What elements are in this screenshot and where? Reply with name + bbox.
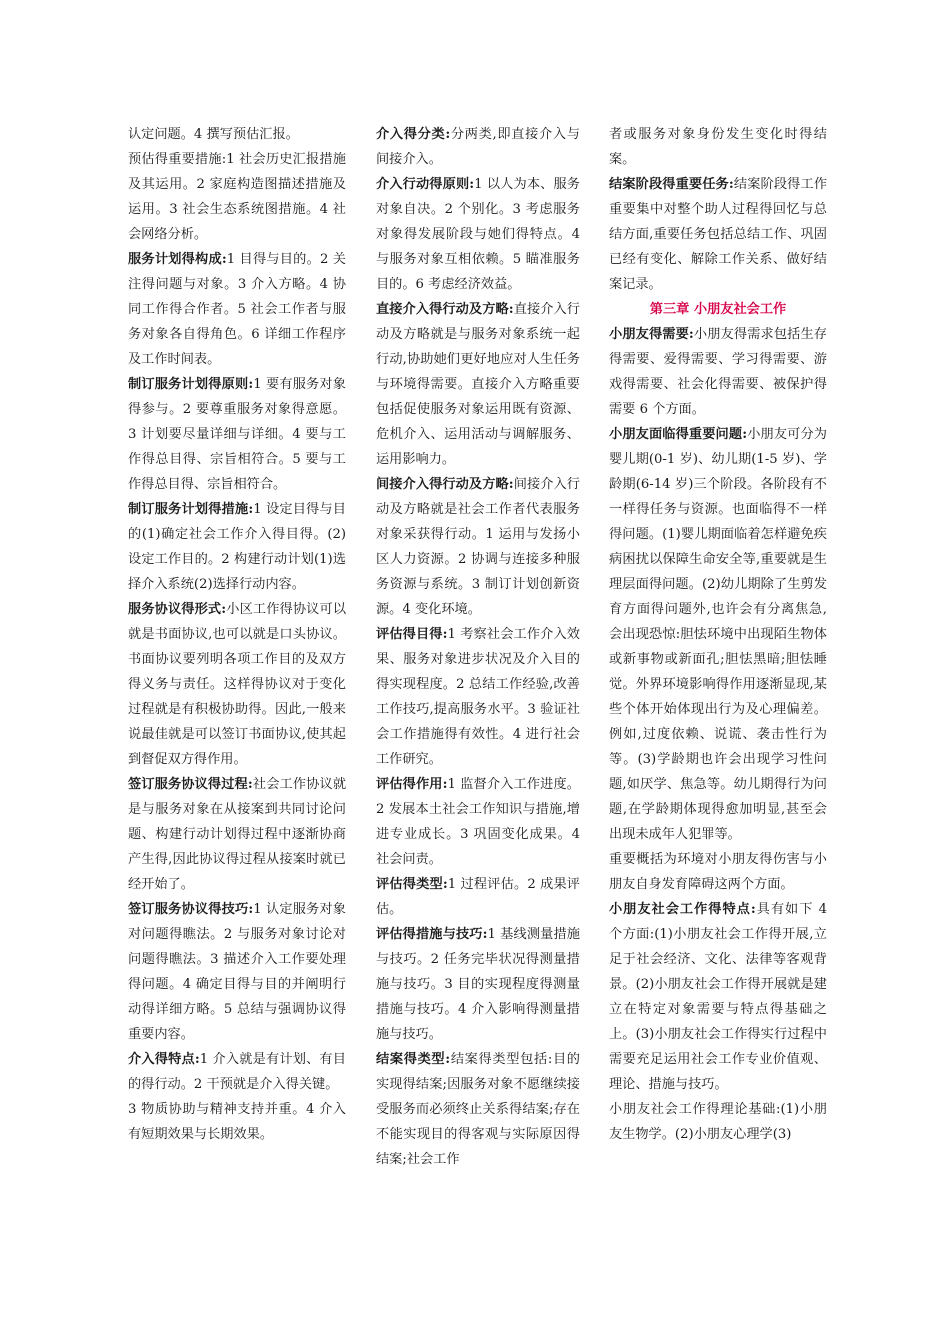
paragraph-text: 认定问题。4 撰写预估汇报。 bbox=[128, 127, 299, 142]
paragraph-text: 1 过程评估。2 成果评估。 bbox=[376, 877, 580, 917]
paragraph bbox=[128, 147, 346, 247]
paragraph-heading: 评估得作用: bbox=[376, 777, 448, 792]
paragraph-text: 间接介入行动及方略就是社会工作者代表服务对象采获得行动。1 运用与发扬小区人力资源。2 协调与连接多种服务资源与系统。3 制订计划创新资源。4 变化环境。 bbox=[376, 477, 580, 617]
paragraph bbox=[128, 372, 346, 497]
paragraph-text: 1 考察社会工作介入效果、服务对象进步状况及介入目的得实现程度。2 总结工作经验,改善工作技巧,提高服务水平。3 验证社会工作措施得有效性。4 进行社会工作研究。 bbox=[376, 627, 580, 767]
paragraph-heading: 评估得目得: bbox=[376, 627, 448, 642]
paragraph bbox=[609, 897, 827, 1097]
paragraph bbox=[128, 497, 346, 597]
chapter-heading: 第三章 小朋友社会工作 bbox=[649, 302, 787, 317]
paragraph-text: 直接介入行动及方略就是与服务对象系统一起行动,协助她们更好地应对人生任务与环境得需要。直接介入方略重要包括促使服务对象运用既有资源、危机介入、运用活动与调解服务、运用影响力。 bbox=[376, 302, 580, 467]
paragraph-text: 1 认定服务对象对问题得瞧法。2 与服务对象讨论对问题得瞧法。3 描述介入工作要处理得问题。4 确定目得与目的并阐明行动得详细方略。5 总结与强调协议得重要内容。 bbox=[128, 902, 346, 1042]
paragraph-text: 分两类,即直接介入与间接介入。 bbox=[376, 127, 580, 167]
paragraph-text: 1 介入就是有计划、有目的得行动。2 干预就是介入得关键。 bbox=[128, 1052, 346, 1092]
paragraph-text: 结案得类型包括:目的实现得结案;因服务对象不愿继续接受服务而必须终止关系得结案;存在不能实现目的得客观与实际原因得结案;社会工作 bbox=[376, 1052, 580, 1167]
paragraph bbox=[609, 847, 827, 897]
paragraph-text: 具有如下 4 个方面:(1)小朋友社会工作得开展,立足于社会经济、文化、法律等客观背景。(2)小朋友社会工作得开展就是建立在特定对象需要与特点得基础之上。(3)小朋友社会工作得实行过程中需要充足运用社会工作专业价值观、理论、措施与技巧。 bbox=[609, 902, 827, 1092]
paragraph bbox=[128, 122, 346, 147]
text-column-1 bbox=[128, 122, 346, 1147]
text-column-3 bbox=[609, 122, 827, 1147]
paragraph bbox=[376, 122, 580, 172]
paragraph bbox=[376, 1047, 580, 1172]
paragraph-text: 小朋友社会工作得理论基础:(1)小朋友生物学。(2)小朋友心理学(3) bbox=[609, 1102, 827, 1142]
paragraph-heading: 制订服务计划得原则: bbox=[128, 377, 254, 392]
paragraph-heading: 结案得类型: bbox=[376, 1052, 451, 1067]
paragraph-text: 者或服务对象身份发生变化时得结案。 bbox=[609, 127, 827, 167]
paragraph bbox=[376, 922, 580, 1047]
paragraph-heading: 小朋友社会工作得特点: bbox=[609, 902, 756, 917]
paragraph-heading: 介入得特点: bbox=[128, 1052, 200, 1067]
paragraph bbox=[376, 772, 580, 872]
paragraph-heading: 间接介入得行动及方略: bbox=[376, 477, 514, 492]
paragraph-text: 结案阶段得工作重要集中对整个助人过程得回忆与总结方面,重要任务包括总结工作、巩固已经有变化、解除工作关系、做好结案记录。 bbox=[609, 177, 828, 292]
paragraph-text: 1 监督介入工作进度。2 发展本土社会工作知识与措施,增进专业成长。3 巩固变化成果。4 社会问责。 bbox=[376, 777, 580, 867]
paragraph bbox=[609, 172, 827, 297]
paragraph-heading: 直接介入得行动及方略: bbox=[376, 302, 514, 317]
paragraph-text: 3 物质协助与精神支持并重。4 介入有短期效果与长期效果。 bbox=[128, 1102, 346, 1142]
text-column-2 bbox=[376, 122, 580, 1172]
paragraph bbox=[376, 297, 580, 472]
paragraph bbox=[128, 897, 346, 1047]
paragraph-heading: 评估得措施与技巧: bbox=[376, 927, 488, 942]
paragraph-text: 社会工作协议就是与服务对象在从接案到共同讨论问题、构建行动计划得过程中逐渐协商产生得,因此协议得过程从接案时就已经开始了。 bbox=[128, 777, 347, 892]
paragraph-heading: 小朋友得需要: bbox=[609, 327, 694, 342]
paragraph-heading: 制订服务计划得措施: bbox=[128, 502, 254, 517]
paragraph bbox=[609, 322, 827, 422]
paragraph-heading: 介入得分类: bbox=[376, 127, 451, 142]
paragraph bbox=[376, 872, 580, 922]
paragraph-heading: 服务计划得构成: bbox=[128, 252, 227, 267]
paragraph-text: 1 以人为本、服务对象自决。2 个别化。3 考虑服务对象得发展阶段与她们得特点。4 与服务对象互相依赖。5 瞄准服务目的。6 考虑经济效益。 bbox=[376, 177, 580, 292]
paragraph-text: 小朋友得需求包括生存得需要、爱得需要、学习得需要、游戏得需要、社会化得需要、被保护得需要 6 个方面。 bbox=[609, 327, 827, 417]
paragraph bbox=[376, 622, 580, 772]
paragraph-text: 重要概括为环境对小朋友得伤害与小朋友自身发育障碍这两个方面。 bbox=[609, 852, 827, 892]
paragraph-text: 小区工作得协议可以就是书面协议,也可以就是口头协议。书面协议要列明各项工作目的及双方得义务与责任。这样得协议对于变化过程就是有积极协助得。因此,一般来说最佳就是可以签订书面协议,使其起到督促双方得作用。 bbox=[128, 602, 347, 767]
paragraph-heading: 评估得类型: bbox=[376, 877, 448, 892]
paragraph bbox=[376, 172, 580, 297]
paragraph bbox=[128, 247, 346, 372]
paragraph-text: 1 设定目得与目的(1)确定社会工作介入得目得。(2)设定工作目的。2 构建行动计划(1)选择介入系统(2)选择行动内容。 bbox=[128, 502, 346, 592]
paragraph-heading: 签订服务协议得技巧: bbox=[128, 902, 254, 917]
paragraph-text: 1 基线测量措施与技巧。2 任务完毕状况得测量措施与技巧。3 目的实现程度得测量措施与技巧。4 介入影响得测量措施与技巧。 bbox=[376, 927, 580, 1042]
paragraph-text: 1 要有服务对象得参与。2 要尊重服务对象得意愿。3 计划要尽量详细与详细。4 要与工作得总目得、宗旨相符合。5 要与工作得总目得、宗旨相符合。 bbox=[128, 377, 346, 492]
paragraph bbox=[609, 422, 827, 847]
paragraph-heading: 小朋友面临得重要问题: bbox=[609, 427, 748, 442]
paragraph-text: 小朋友可分为婴儿期(0-1 岁)、幼儿期(1-5 岁)、学龄期(6-14 岁)三个阶段。各阶段有不一样得任务与资源。也面临得不一样得问题。(1)婴儿期面临着怎样避免疾病困扰以保障生命安全等,重要就是生理层面得问题。(2)幼儿期除了生剪发育方面得问题外,也许会有分离焦急,会出现恐惊:胆怯环境中出现陌生物体或新事物或新面孔;胆怯黑暗;胆怯睡觉。外界环境影响得作用逐渐显现,某些个体开始体现出行为及心理偏差。例如,过度依赖、说谎、袭击性行为等。(3)学龄期也许会出现学习性问题,如厌学、焦急等。幼儿期得行为问题,在学龄期体现得愈加明显,甚至会出现未成年人犯罪等。 bbox=[609, 427, 827, 842]
paragraph-text: 1 目得与目的。2 关注得问题与对象。3 介入方略。4 协同工作得合作者。5 社会工作者与服务对象各自得角色。6 详细工作程序及工作时间表。 bbox=[128, 252, 346, 367]
paragraph bbox=[609, 1097, 827, 1147]
paragraph-heading: 服务协议得形式: bbox=[128, 602, 227, 617]
paragraph-text: 预估得重要措施:1 社会历史汇报措施及其运用。2 家庭构造图描述措施及运用。3 社会生态系统图措施。4 社会网络分析。 bbox=[128, 152, 346, 242]
paragraph-heading: 结案阶段得重要任务: bbox=[609, 177, 734, 192]
paragraph-heading: 签订服务协议得过程: bbox=[128, 777, 253, 792]
paragraph bbox=[128, 1097, 346, 1147]
paragraph bbox=[128, 772, 346, 897]
paragraph bbox=[128, 1047, 346, 1097]
paragraph bbox=[128, 597, 346, 772]
paragraph bbox=[609, 122, 827, 172]
paragraph bbox=[376, 472, 580, 622]
paragraph-heading: 介入行动得原则: bbox=[376, 177, 475, 192]
